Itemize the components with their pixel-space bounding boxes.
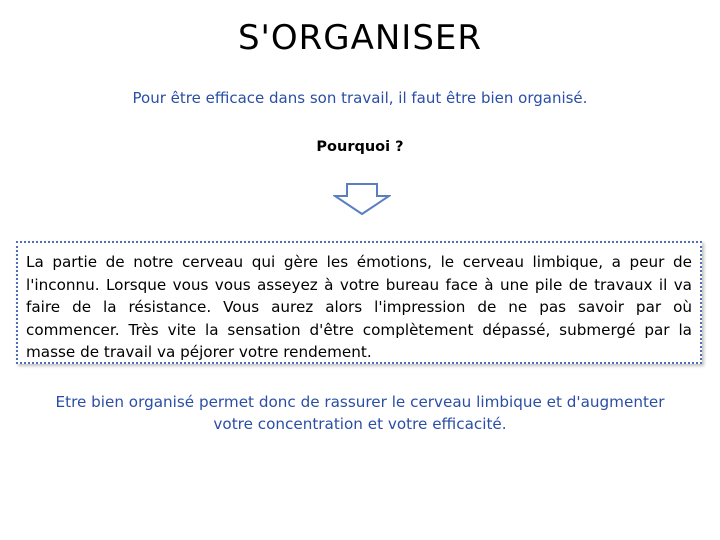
explanation-box <box>16 241 702 364</box>
question-label: Pourquoi ? <box>316 139 404 155</box>
explanation-text: La partie de notre cerveau qui gère les émotions, le cerveau limbique, a peur de l'inconnu. Lorsque vous vous asseyez à votre bureau face à une pile de travaux il va faire de la résistance. Vous aurez alors l'impression de ne pas savoir par où commencer. Très vite la sensation d'être complètement dépassé, submergé par la masse de travail va péjorer votre rendement. <box>26 253 692 361</box>
down-arrow-icon <box>333 182 391 216</box>
conclusion-text: Etre bien organisé permet donc de rassurer le cerveau limbique et d'augmenter votre concentration et votre efficacité. <box>55 393 665 433</box>
page-title: S'ORGANISER <box>237 18 483 58</box>
subtitle: Pour être efficace dans son travail, il faut être bien organisé. <box>132 89 588 107</box>
